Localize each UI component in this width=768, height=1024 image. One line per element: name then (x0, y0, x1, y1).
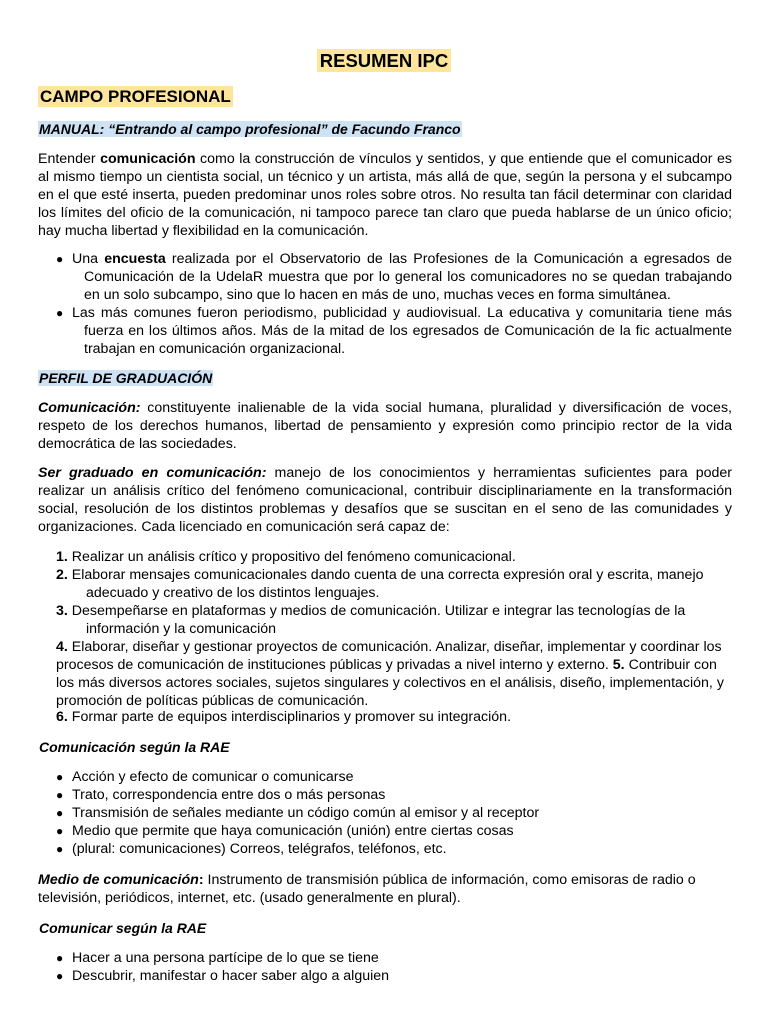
list-item: ● Descubrir, manifestar o hacer saber algo a alguien (56, 967, 732, 985)
list-item: 1. Realizar un análisis crítico y propositivo del fenómeno comunicacional. (56, 549, 516, 565)
list-item: ● Acción y efecto de comunicar o comunicarse (56, 768, 732, 786)
comunicacion-definition: Comunicación: constituyente inalienable de la vida social humana, pluralidad y diversificación de voces, respeto de los derechos humanos, libertad de pensamiento y expresión como principio rector de la vida democrática de las sociedades. (38, 400, 732, 452)
medio-definition: Medio de comunicación: Instrumento de transmisión pública de información, como emisoras de radio o televisión, periódicos, internet, etc. (usado generalmente en plural). (38, 872, 696, 906)
comunicar-heading: Comunicar según la RAE (39, 920, 207, 936)
list-item: 2. Elaborar mensajes comunicacionales dando cuenta de una correcta expresión oral y escrita, manejo (56, 567, 704, 583)
capacidades-list-6 (56, 708, 732, 726)
list-item: ● Medio que permite que haya comunicación (unión) entre ciertas cosas (56, 822, 732, 840)
list-item: ● Las más comunes fueron periodismo, publicidad y audiovisual. La educativa y comunitaria tiene más fuerza en los últimos años. Más de la mitad de los egresados de Comunicación de la fic actualmente trabajan en comunicación organizacional. (56, 304, 732, 358)
list-item: 3. Desempeñarse en plataformas y medios de comunicación. Utilizar e integrar las tecnologías de la (56, 603, 686, 619)
list-item-continuation: adecuado y creativo de los distintos lenguajes. (86, 585, 380, 601)
capacidades-list-4-5: 4. Elaborar, diseñar y gestionar proyectos de comunicación. Analizar, diseñar, implementar y coordinar los procesos de comunicación de instituciones públicas y privadas a nivel interno y externo. 5. Contribuir con los más diversos actores sociales, sujetos singulares y colectivos en el análisis, diseño, implementación, y promoción de políticas públicas de comunicación. (56, 639, 724, 709)
rae-definition-list (56, 768, 732, 858)
list-item: 6. Formar parte de equipos interdisciplinarios y promover su integración. (56, 709, 512, 725)
list-item: ● Hacer a una persona partícipe de lo que se tiene (56, 949, 732, 967)
intro-paragraph: Entender comunicación como la construcción de vínculos y sentidos, y que entiende que el comunicador es al mismo tiempo un cientista social, un técnico y un artista, más allá de que, según la persona y el subcampo en el que esté inserta, pueden predominar unos roles sobre otros. No resulta tan fácil determinar con claridad los límites del oficio de la comunicación, ni tampoco parece tan claro que pueda hablarse de un único oficio; hay mucha libertad y flexibilidad en la comunicación. (38, 151, 732, 239)
section-heading: CAMPO PROFESIONAL (40, 87, 231, 106)
list-item: ● Transmisión de señales mediante un código común al emisor y al receptor (56, 804, 732, 822)
document-title: RESUMEN IPC (0, 50, 768, 72)
comunicar-definition-list (56, 949, 732, 985)
capacidades-list (56, 548, 732, 638)
list-item: ● (plural: comunicaciones) Correos, telégrafos, teléfonos, etc. (56, 840, 732, 858)
perfil-heading: PERFIL DE GRADUACIÓN (39, 370, 213, 386)
list-item-continuation: información y la comunicación (86, 621, 277, 637)
survey-bullet-list (56, 250, 732, 358)
manual-heading: MANUAL: “Entrando al campo profesional” de Facundo Franco (39, 121, 461, 137)
list-item: ● Trato, correspondencia entre dos o más personas (56, 786, 732, 804)
rae-heading: Comunicación según la RAE (39, 739, 230, 755)
graduado-definition: Ser graduado en comunicación: manejo de los conocimientos y herramientas suficientes para poder realizar un análisis crítico del fenómeno comunicacional, contribuir disciplinariamente en la transformación social, resolución de los distintos problemas y desafíos que se suscitan en el seno de las comunidades y organizaciones. Cada licenciado en comunicación será capaz de: (38, 465, 732, 535)
list-item: ● Una encuesta realizada por el Observatorio de las Profesiones de la Comunicación a egresados de Comunicación de la UdelaR muestra que por lo general los comunicadores no se quedan trabajando en un solo subcampo, sino que lo hacen en más de uno, muchas veces en forma simultánea. (56, 250, 732, 304)
